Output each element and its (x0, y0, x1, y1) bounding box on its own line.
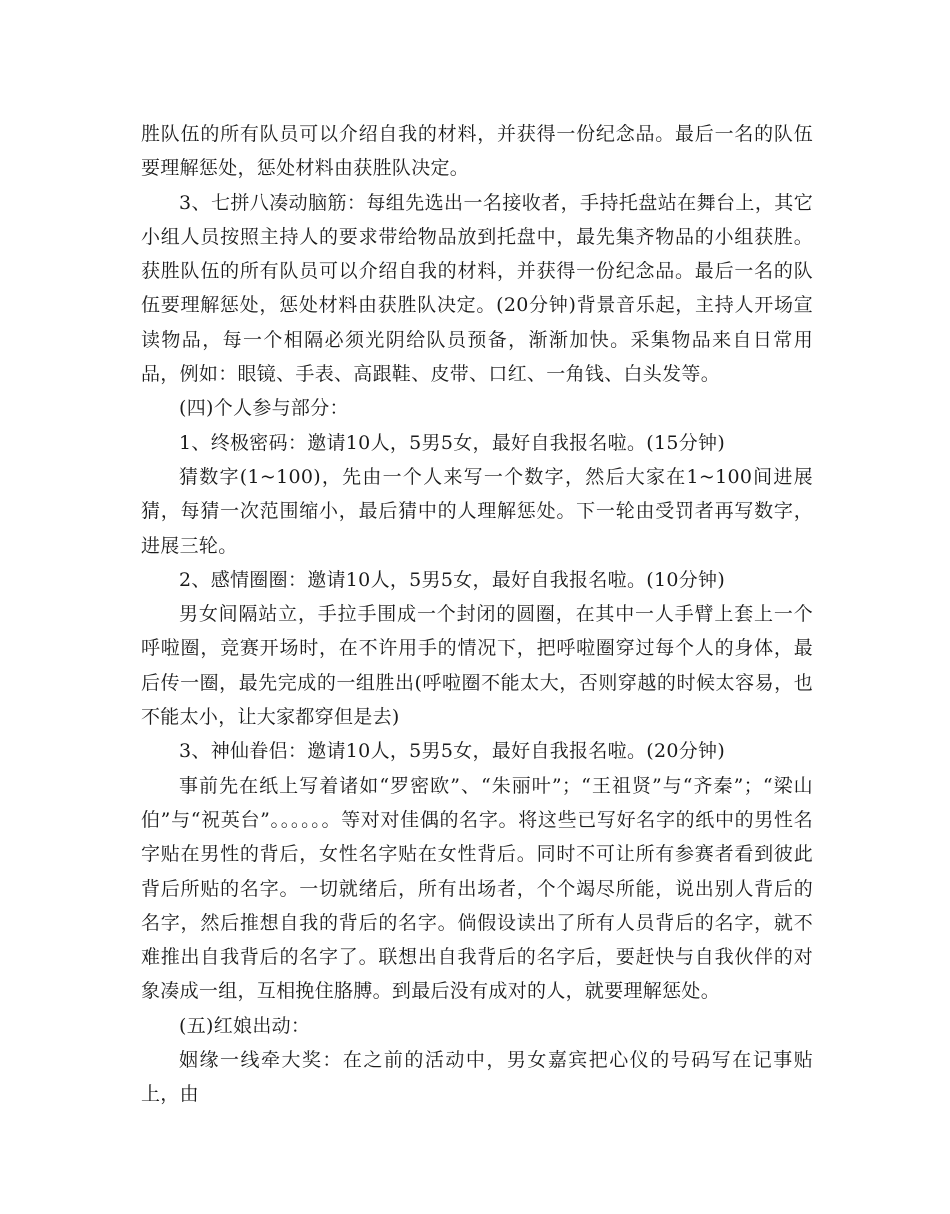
paragraph: 猜数字(1~100)，先由一个人来写一个数字，然后大家在1~100间进展猜，每猜一次范围缩小，最后猜中的人理解惩处。下一轮由受罚者再写数字，进展三轮。 (141, 465, 813, 557)
item-heading: 2、感情圈圈：邀请10人，5男5女，最好自我报名啦。(10分钟) (179, 568, 726, 591)
paragraph: 胜队伍的所有队员可以介绍自我的材料，并获得一份纪念品。最后一名的队伍要理解惩处，惩处材料由获胜队决定。 (141, 123, 813, 180)
paragraph: 男女间隔站立，手拉手围成一个封闭的圆圈，在其中一人手臂上套上一个呼啦圈，竞赛开场时，在不许用手的情况下，把呼啦圈穿过每个人的身体，最后传一圈，最先完成的一组胜出(呼啦圈不能太大，否则穿越的时候太容易，也不能太小，让大家都穿但是去) (141, 603, 813, 729)
item-heading: 3、神仙眷侣：邀请10人，5男5女，最好自我报名啦。(20分钟) (179, 740, 726, 763)
section-heading: (四)个人参与部分： (179, 397, 349, 420)
paragraph: 事前先在纸上写着诸如“罗密欧”、“朱丽叶”；“王祖贤”与“齐秦”；“梁山伯”与“祝英台”。。。。。。等对对佳偶的名字。将这些已写好名字的纸中的男性名字贴在男性的背后，女性名字贴在女性背后。同时不可让所有参赛者看到彼此背后所贴的名字。一切就绪后，所有出场者，个个竭尽所能，说出别人背后的名字，然后推想自我的背后的名字。倘假设读出了所有人员背后的名字，就不难推出自我背后的名字了。联想出自我背后的名字后，要赶快与自我伙伴的对象凑成一组，互相挽住胳膊。到最后没有成对的人，就要理解惩处。 (141, 774, 813, 1003)
paragraph: 3、七拼八凑动脑筋：每组先选出一名接收者，手持托盘站在舞台上，其它小组人员按照主持人的要求带给物品放到托盘中，最先集齐物品的小组获胜。获胜队伍的所有队员可以介绍自我的材料，并获得一份纪念品。最后一名的队伍要理解惩处，惩处材料由获胜队决定。(20分钟)背景音乐起，主持人开场宣读物品，每一个相隔必须光阴给队员预备，渐渐加快。采集物品来自日常用品，例如：眼镜、手表、高跟鞋、皮带、口红、一角钱、白头发等。 (141, 191, 813, 386)
section-heading: (五)红娘出动： (179, 1014, 311, 1037)
paragraph: 姻缘一线牵大奖：在之前的活动中，男女嘉宾把心仪的号码写在记事贴上，由 (141, 1049, 813, 1106)
document-body (141, 117, 813, 1112)
item-heading: 1、终极密码：邀请10人，5男5女，最好自我报名啦。(15分钟) (179, 431, 726, 454)
